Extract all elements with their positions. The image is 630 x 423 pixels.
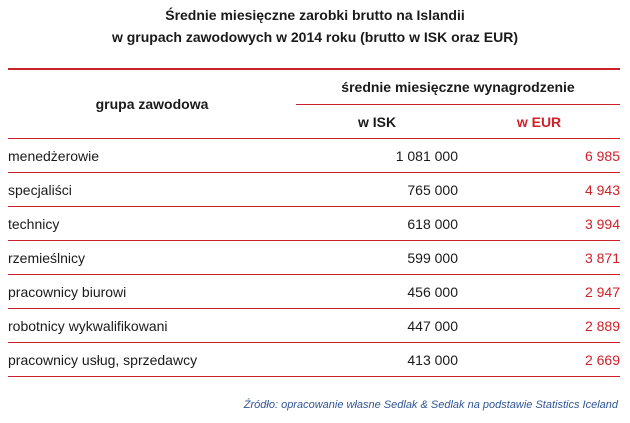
table-row <box>8 309 620 343</box>
page-title <box>0 4 630 48</box>
eur-value: 2 947 <box>458 275 620 309</box>
isk-value: 599 000 <box>296 241 458 275</box>
group-name: specjaliści <box>8 173 296 207</box>
table-row <box>8 173 620 207</box>
isk-value: 765 000 <box>296 173 458 207</box>
title-line-2: w grupach zawodowych w 2014 roku (brutto w ISK oraz EUR) <box>111 29 519 45</box>
table-row <box>8 275 620 309</box>
table-row <box>8 207 620 241</box>
table-row <box>8 139 620 173</box>
group-name: menedżerowie <box>8 139 296 173</box>
group-name: pracownicy usług, sprzedawcy <box>8 343 296 377</box>
group-name: pracownicy biurowi <box>8 275 296 309</box>
eur-value: 3 994 <box>458 207 620 241</box>
eur-value: 3 871 <box>458 241 620 275</box>
header-row <box>8 69 620 105</box>
eur-value: 6 985 <box>458 139 620 173</box>
title-line-1: Średnie miesięczne zarobki brutto na Islandii <box>165 7 465 23</box>
isk-value: 456 000 <box>296 275 458 309</box>
isk-value: 618 000 <box>296 207 458 241</box>
group-name: robotnicy wykwalifikowani <box>8 309 296 343</box>
isk-value: 447 000 <box>296 309 458 343</box>
table-row <box>8 343 620 377</box>
group-name: rzemieślnicy <box>8 241 296 275</box>
isk-value: 413 000 <box>296 343 458 377</box>
average-wage-header: średnie miesięczne wynagrodzenie <box>296 69 620 105</box>
source-note: Źródło: opracowanie własne Sedlak & Sedlak na podstawie Statistics Iceland <box>243 399 618 411</box>
eur-value: 4 943 <box>458 173 620 207</box>
wages-table <box>8 68 620 377</box>
isk-column-header: w ISK <box>296 105 458 139</box>
group-column-header: grupa zawodowa <box>8 69 296 139</box>
eur-value: 2 889 <box>458 309 620 343</box>
group-name: technicy <box>8 207 296 241</box>
isk-value: 1 081 000 <box>296 139 458 173</box>
eur-column-header: w EUR <box>458 105 620 139</box>
eur-value: 2 669 <box>458 343 620 377</box>
table-row <box>8 241 620 275</box>
